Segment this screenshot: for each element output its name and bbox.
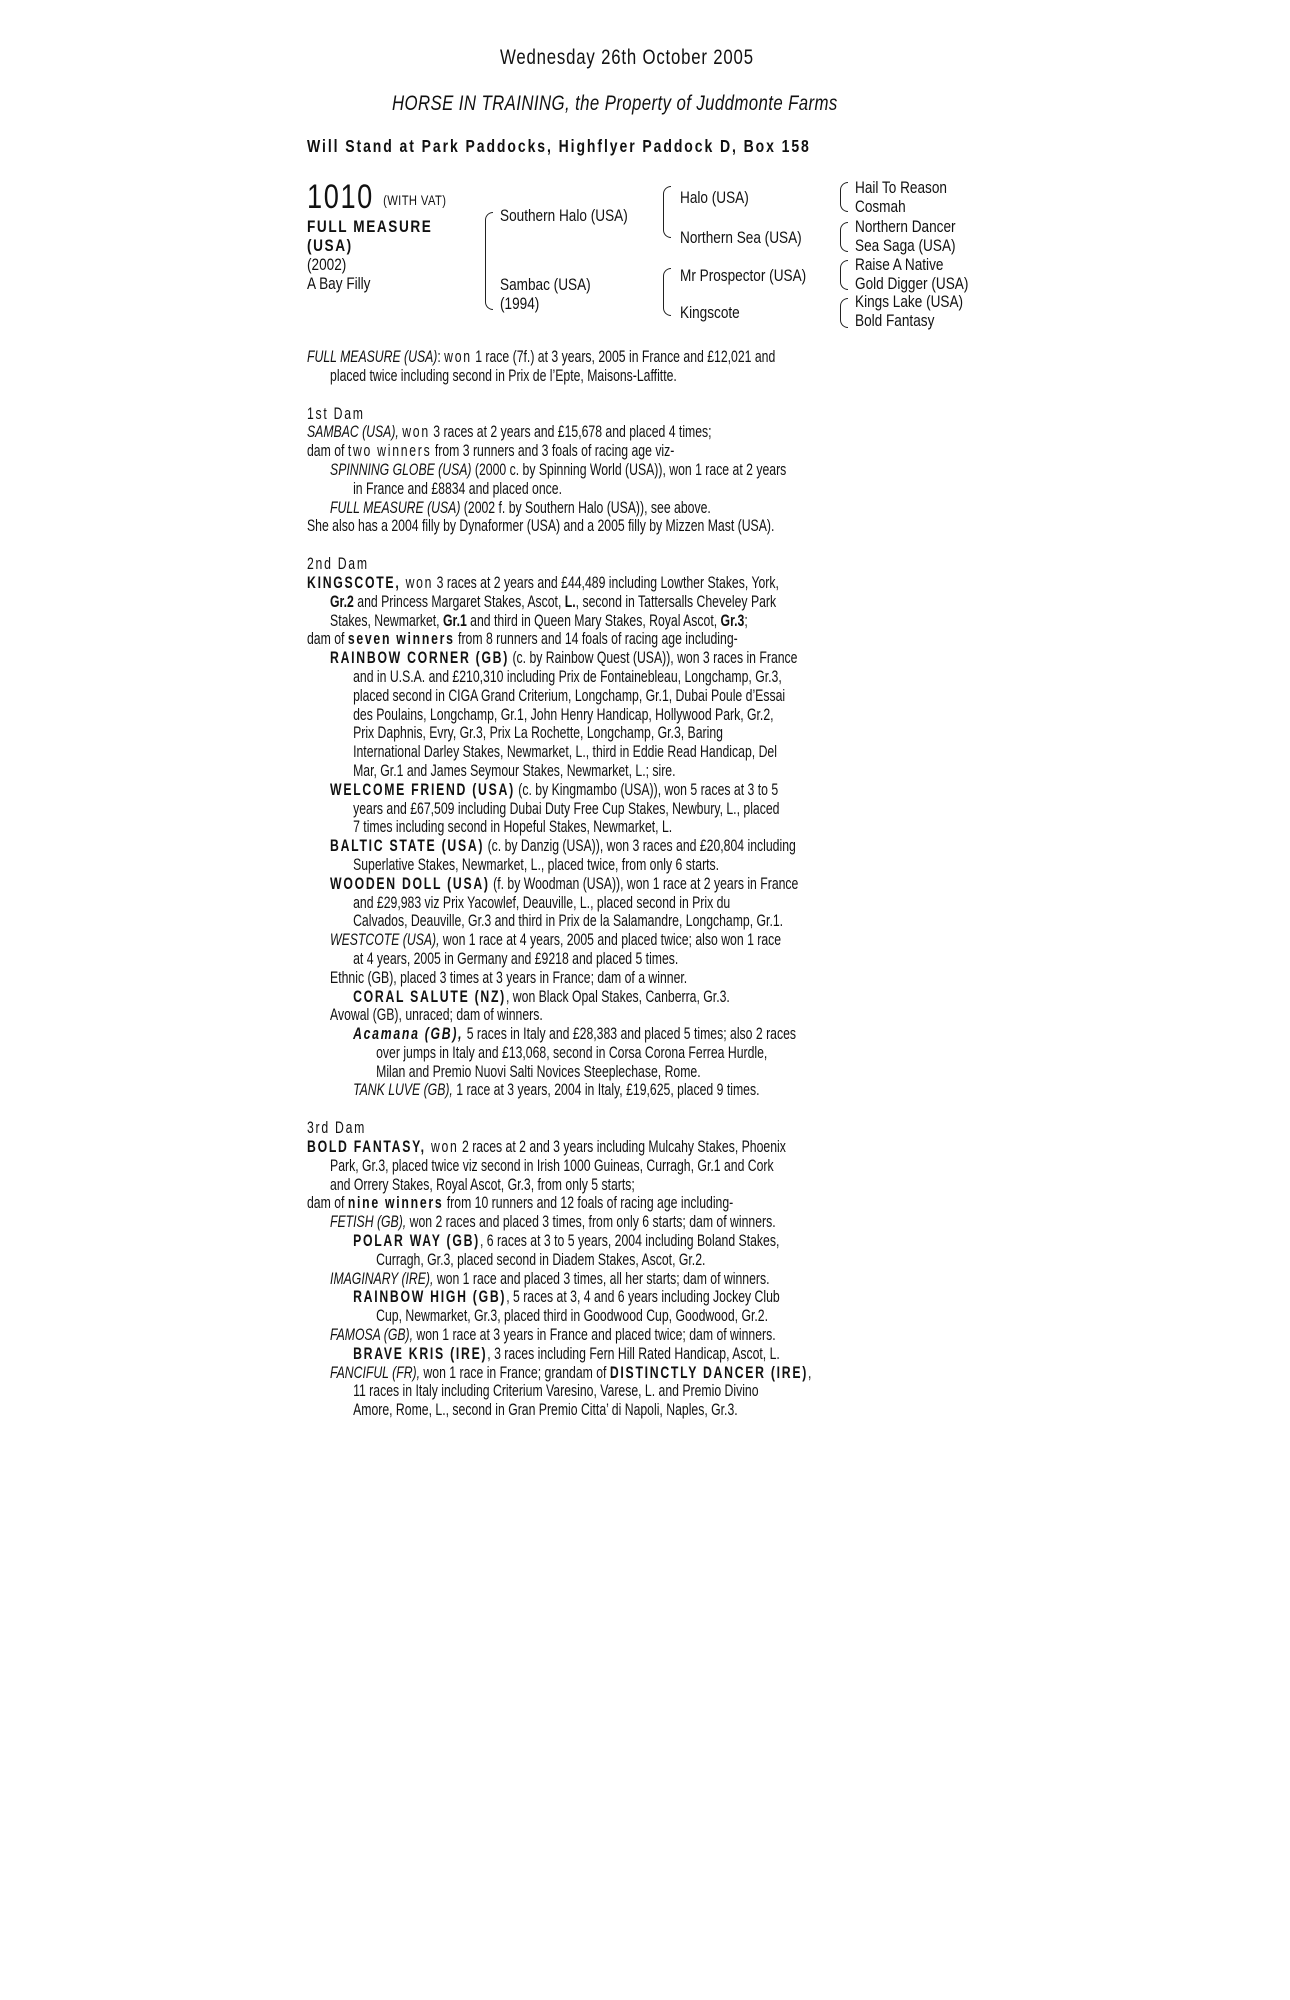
pedigree-g3: Northern Dancer: [855, 217, 956, 236]
pedigree-g8: Bold Fantasy: [855, 311, 935, 330]
pedigree-brace: [663, 186, 671, 238]
dam2-grandproduce-cont: over jumps in Italy and £13,068, second in Corsa Corona Ferrea Hurdle,: [376, 1042, 768, 1062]
dam3-grandproduce: POLAR WAY (GB), 6 races at 3 to 5 years, 2004 including Boland Stakes,: [353, 1231, 780, 1251]
dam2-produce-cont: 7 times including second in Hopeful Stakes, Newmarket, L.: [353, 817, 673, 837]
dam2-heading: 2nd Dam: [307, 554, 369, 574]
dam1-produce: FULL MEASURE (USA) (2002 f. by Southern Halo (USA)), see above.: [330, 497, 711, 517]
dam3-line: and Orrery Stakes, Royal Ascot, Gr.3, from only 5 starts;: [330, 1174, 635, 1194]
dam1-line: SAMBAC (USA), won 3 races at 2 years and £15,678 and placed 4 times;: [307, 422, 712, 442]
sale-subtitle: HORSE IN TRAINING, the Property of Juddmonte Farms: [392, 92, 838, 115]
dam2-produce-cont: years and £67,509 including Dubai Duty Free Cup Stakes, Newbury, L., placed: [353, 798, 780, 818]
dam3-produce: IMAGINARY (IRE), won 1 race and placed 3 times, all her starts; dam of winners.: [330, 1268, 770, 1288]
stand-location: Will Stand at Park Paddocks, Highflyer Paddock D, Box 158: [307, 136, 811, 156]
dam2-produce: RAINBOW CORNER (GB) (c. by Rainbow Quest (USA)), won 3 races in France: [330, 648, 798, 668]
dam2-line: dam of seven winners from 8 runners and 14 foals of racing age including-: [307, 629, 738, 649]
dam2-produce-cont: des Poulains, Longchamp, Gr.1, John Henry Handicap, Hollywood Park, Gr.2,: [353, 704, 774, 724]
dam2-produce-cont: Superlative Stakes, Newmarket, L., placed twice, from only 6 starts.: [353, 854, 720, 874]
pedigree-sire-sire: Halo (USA): [680, 188, 749, 207]
dam3-grandproduce: BRAVE KRIS (IRE), 3 races including Fern Hill Rated Handicap, Ascot, L.: [353, 1343, 780, 1363]
dam2-produce: WELCOME FRIEND (USA) (c. by Kingmambo (USA)), won 5 races at 3 to 5: [330, 779, 779, 799]
dam2-produce: WOODEN DOLL (USA) (f. by Woodman (USA)), won 1 race at 2 years in France: [330, 873, 799, 893]
dam2-grandproduce-cont: Milan and Premio Nuovi Salti Novices Steeplechase, Rome.: [376, 1061, 701, 1081]
dam1-heading: 1st Dam: [307, 403, 365, 423]
sale-date: Wednesday 26th October 2005: [500, 46, 754, 69]
dam1-line: She also has a 2004 filly by Dynaformer (USA) and a 2005 filly by Mizzen Mast (USA).: [307, 516, 775, 536]
pedigree-g6: Gold Digger (USA): [855, 274, 969, 293]
dam2-produce-cont: International Darley Stakes, Newmarket, L., third in Eddie Read Handicap, Del: [353, 742, 777, 762]
dam2-line: Stakes, Newmarket, Gr.1 and third in Queen Mary Stakes, Royal Ascot, Gr.3;: [330, 610, 748, 630]
catalogue-body: [307, 348, 969, 1420]
dam2-produce: Ethnic (GB), placed 3 times at 3 years in France; dam of a winner.: [330, 967, 688, 987]
race-record: FULL MEASURE (USA): won 1 race (7f.) at 3 years, 2005 in France and £12,021 and: [307, 347, 776, 366]
dam2-grandproduce: Acamana (GB), 5 races in Italy and £28,383 and placed 5 times; also 2 races: [353, 1024, 797, 1044]
pedigree-brace: [485, 212, 493, 310]
dam3-grandproduce-cont: Curragh, Gr.3, placed second in Diadem Stakes, Ascot, Gr.2.: [376, 1249, 706, 1269]
dam3-grandproduce-cont: Cup, Newmarket, Gr.3, placed third in Goodwood Cup, Goodwood, Gr.2.: [376, 1306, 769, 1326]
dam3-heading: 3rd Dam: [307, 1118, 367, 1138]
dam2-produce-cont: Mar, Gr.1 and James Seymour Stakes, Newmarket, L.; sire.: [353, 760, 676, 780]
dam2-produce-cont: at 4 years, 2005 in Germany and £9218 and placed 5 times.: [353, 948, 679, 968]
dam2-grandproduce: CORAL SALUTE (NZ), won Black Opal Stakes, Canberra, Gr.3.: [353, 986, 730, 1006]
pedigree-brace: [840, 260, 848, 290]
pedigree-g5: Raise A Native: [855, 255, 944, 274]
dam1-produce: SPINNING GLOBE (USA) (2000 c. by Spinning World (USA)), won 1 race at 2 years: [330, 459, 787, 479]
dam2-produce-cont: Calvados, Deauville, Gr.3 and third in Prix de la Salamandre, Longchamp, Gr.1.: [353, 911, 784, 931]
dam2-produce-cont: and in U.S.A. and £210,310 including Prix de Fontainebleau, Longchamp, Gr.3,: [353, 666, 782, 686]
dam3-produce-cont: Amore, Rome, L., second in Gran Premio Citta’ di Napoli, Naples, Gr.3.: [353, 1400, 738, 1420]
pedigree-brace: [840, 298, 848, 328]
horse-year: (2002): [307, 255, 347, 274]
horse-description: A Bay Filly: [307, 274, 371, 293]
dam2-line: KINGSCOTE, won 3 races at 2 years and £44,489 including Lowther Stakes, York,: [307, 572, 779, 592]
race-record-cont: placed twice including second in Prix de l’Epte, Maisons-Laffitte.: [330, 365, 677, 385]
vat-note: (WITH VAT): [383, 192, 447, 208]
pedigree-g4: Sea Saga (USA): [855, 236, 956, 255]
lot-number-block: [307, 178, 446, 217]
pedigree-brace: [663, 268, 671, 316]
pedigree-sire-dam: Northern Sea (USA): [680, 228, 802, 247]
dam2-produce-cont: placed second in CIGA Grand Criterium, Longchamp, Gr.1, Dubai Poule d’Essai: [353, 685, 786, 705]
dam3-line: BOLD FANTASY, won 2 races at 2 and 3 years including Mulcahy Stakes, Phoenix: [307, 1137, 786, 1157]
dam3-line: dam of nine winners from 10 runners and 12 foals of racing age including-: [307, 1193, 734, 1213]
pedigree-g7: Kings Lake (USA): [855, 292, 964, 311]
pedigree-g1: Hail To Reason: [855, 178, 947, 197]
dam3-line: Park, Gr.3, placed twice viz second in Irish 1000 Guineas, Curragh, Gr.1 and Cork: [330, 1155, 774, 1175]
dam1-produce-cont: in France and £8834 and placed once.: [353, 478, 563, 498]
dam2-produce: WESTCOTE (USA), won 1 race at 4 years, 2005 and placed twice; also won 1 race: [330, 930, 782, 950]
pedigree-brace: [840, 182, 848, 212]
pedigree-g2: Cosmah: [855, 197, 906, 216]
dam1-line: dam of two winners from 3 runners and 3 foals of racing age viz-: [307, 441, 675, 461]
dam2-produce-cont: Prix Daphnis, Evry, Gr.3, Prix La Rochette, Longchamp, Gr.3, Baring: [353, 723, 723, 743]
dam2-produce: Avowal (GB), unraced; dam of winners.: [330, 1005, 543, 1025]
horse-country: (USA): [307, 236, 353, 255]
pedigree-dam: Sambac (USA): [500, 275, 591, 294]
dam3-produce-cont: 11 races in Italy including Criterium Varesino, Varese, L. and Premio Divino: [353, 1381, 759, 1401]
pedigree-sire: Southern Halo (USA): [500, 206, 628, 225]
dam2-line: Gr.2 and Princess Margaret Stakes, Ascot, L., second in Tattersalls Cheveley Park: [330, 591, 777, 611]
pedigree-dam-dam: Kingscote: [680, 303, 740, 322]
pedigree-dam-sire: Mr Prospector (USA): [680, 266, 807, 285]
horse-identity: [307, 217, 432, 293]
dam2-grandproduce: TANK LUVE (GB), 1 race at 3 years, 2004 in Italy, £19,625, placed 9 times.: [353, 1080, 760, 1100]
lot-number: 1010: [307, 178, 374, 216]
dam3-grandproduce: RAINBOW HIGH (GB), 5 races at 3, 4 and 6 years including Jockey Club: [353, 1287, 780, 1307]
horse-name: FULL MEASURE: [307, 217, 433, 236]
dam3-produce: FANCIFUL (FR), won 1 race in France; grandam of DISTINCTLY DANCER (IRE),: [330, 1362, 812, 1382]
dam3-produce: FETISH (GB), won 2 races and placed 3 times, from only 6 starts; dam of winners.: [330, 1212, 776, 1232]
dam2-produce-cont: and £29,983 viz Prix Yacowlef, Deauville, L., placed second in Prix du: [353, 892, 731, 912]
pedigree-brace: [840, 222, 848, 252]
pedigree-dam-year: (1994): [500, 294, 540, 313]
dam2-produce: BALTIC STATE (USA) (c. by Danzig (USA)), won 3 races and £20,804 including: [330, 836, 796, 856]
dam3-produce: FAMOSA (GB), won 1 race at 3 years in France and placed twice; dam of winners.: [330, 1325, 776, 1345]
